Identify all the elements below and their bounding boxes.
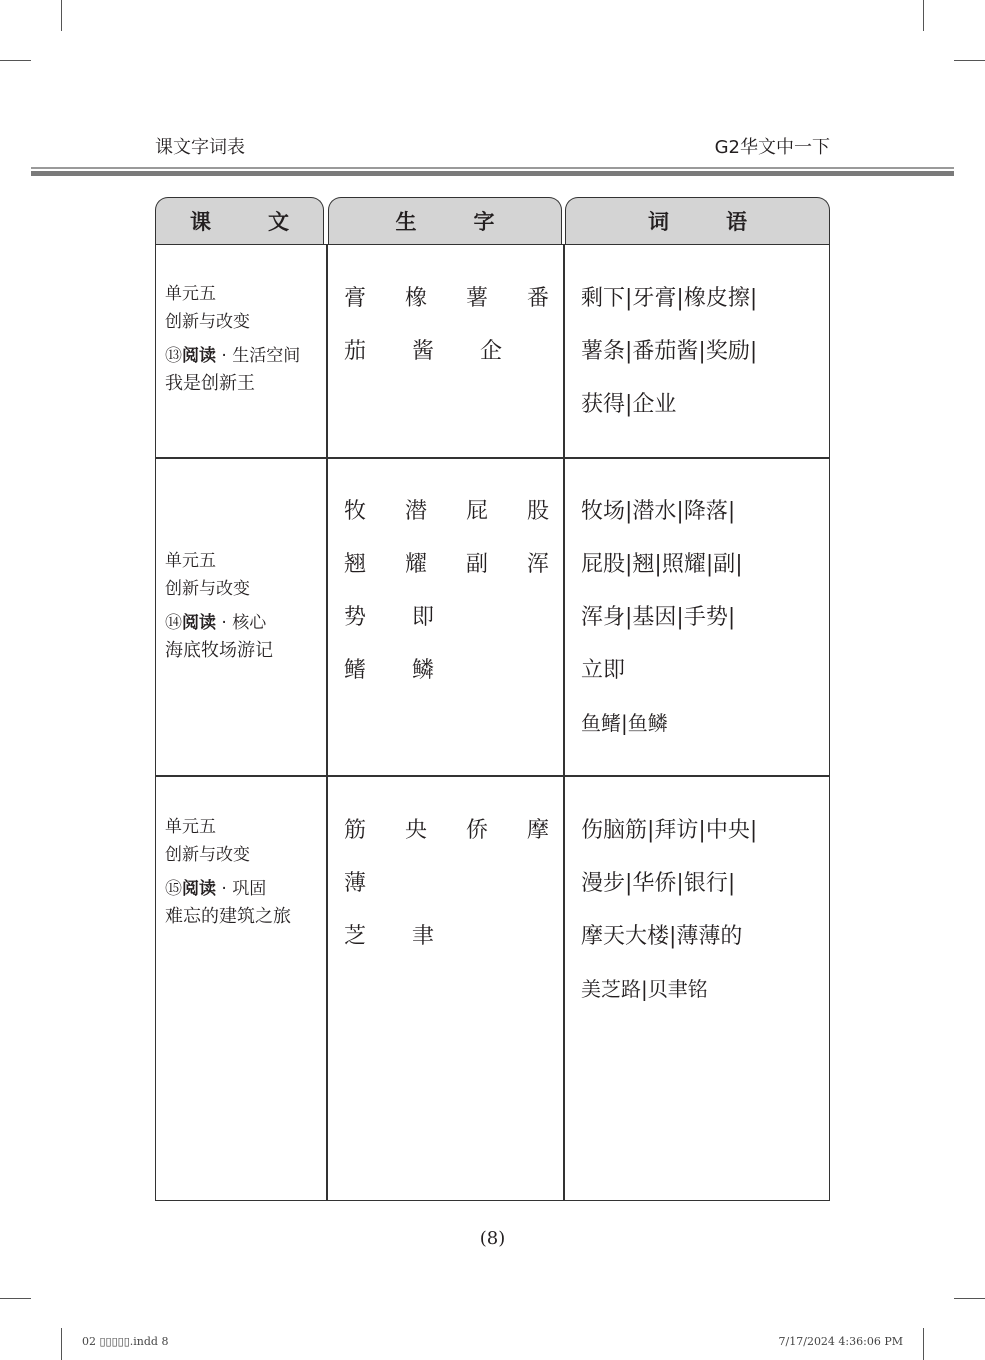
char-row: 牧 潜 屁 股 [344,499,549,524]
column-header-lesson: 课 文 [155,197,324,244]
lesson-heading: ⑭阅读 · 核心 [165,613,267,633]
lesson-heading: ⑬阅读 · 生活空间 [165,346,301,366]
crop-mark [954,1298,985,1299]
char-row: 鳍 鳞 [344,658,435,683]
unit-label: 单元五 [165,817,216,837]
lesson-cell [165,813,291,931]
theme-label: 创新与改变 [165,579,250,599]
char-row: 势 即 [344,605,435,630]
words-cell [581,270,757,429]
theme-label: 创新与改变 [165,845,250,865]
lesson-title: 难忘的建筑之旅 [165,906,291,927]
column-divider [326,245,328,1200]
word-row: 立即 [581,658,626,683]
crop-mark [0,1298,31,1299]
page-number: (8) [479,1228,506,1249]
new-chars-cell [344,802,549,961]
word-row: 屁股|翘|照耀|副| [581,552,743,577]
unit-label: 单元五 [165,551,216,571]
running-header-left: 课文字词表 [155,137,245,158]
lesson-cell [165,547,273,665]
word-row: 获得|企业 [581,392,677,417]
crop-mark [954,60,985,61]
lesson-heading: ⑮阅读 · 巩固 [165,879,267,899]
unit-label: 单元五 [165,284,216,304]
char-row: 茄 酱 企 [344,339,503,364]
crop-mark [0,60,31,61]
word-row: 薯条|番茄酱|奖励| [581,339,758,364]
char-row: 筋 央 侨 摩 [344,818,549,843]
lesson-cell [165,280,300,398]
column-header-words: 词 语 [565,197,830,244]
slug-timestamp: 7/17/2024 4:36:06 PM [778,1335,903,1348]
char-row: 膏 橡 薯 番 [344,286,549,311]
crop-mark [61,0,62,31]
word-row: 剩下|牙膏|橡皮擦| [581,286,758,311]
word-row: 伤脑筋|拜访|中央| [581,818,758,843]
new-chars-cell [344,270,549,376]
char-row: 芝 聿 [344,924,435,949]
row-divider [156,457,829,459]
char-row: 薄 [344,871,367,896]
word-row: 美芝路|贝聿铭 [581,977,708,1001]
crop-mark [61,1328,62,1360]
lesson-title: 我是创新王 [165,373,255,394]
crop-mark [923,0,924,31]
char-row: 翘 耀 副 浑 [344,552,549,577]
words-cell [581,802,757,1014]
crop-mark [923,1328,924,1360]
words-cell [581,483,743,748]
header-rule-thick [31,171,954,176]
row-divider [156,775,829,777]
slug-filename: 02 ▯▯▯▯▯.indd 8 [82,1335,169,1348]
column-divider [563,245,565,1200]
lesson-title: 海底牧场游记 [165,640,273,661]
word-row: 牧场|潜水|降落| [581,499,736,524]
theme-label: 创新与改变 [165,312,250,332]
word-row: 鱼鳍|鱼鳞 [581,711,668,735]
header-rule [31,167,954,169]
word-row: 漫步|华侨|银行| [581,871,736,896]
new-chars-cell [344,483,549,695]
word-row: 摩天大楼|薄薄的 [581,924,743,949]
word-row: 浑身|基因|手势| [581,605,736,630]
column-header-new-chars: 生 字 [328,197,562,244]
running-header-right: G2华文中一下 [714,137,830,158]
